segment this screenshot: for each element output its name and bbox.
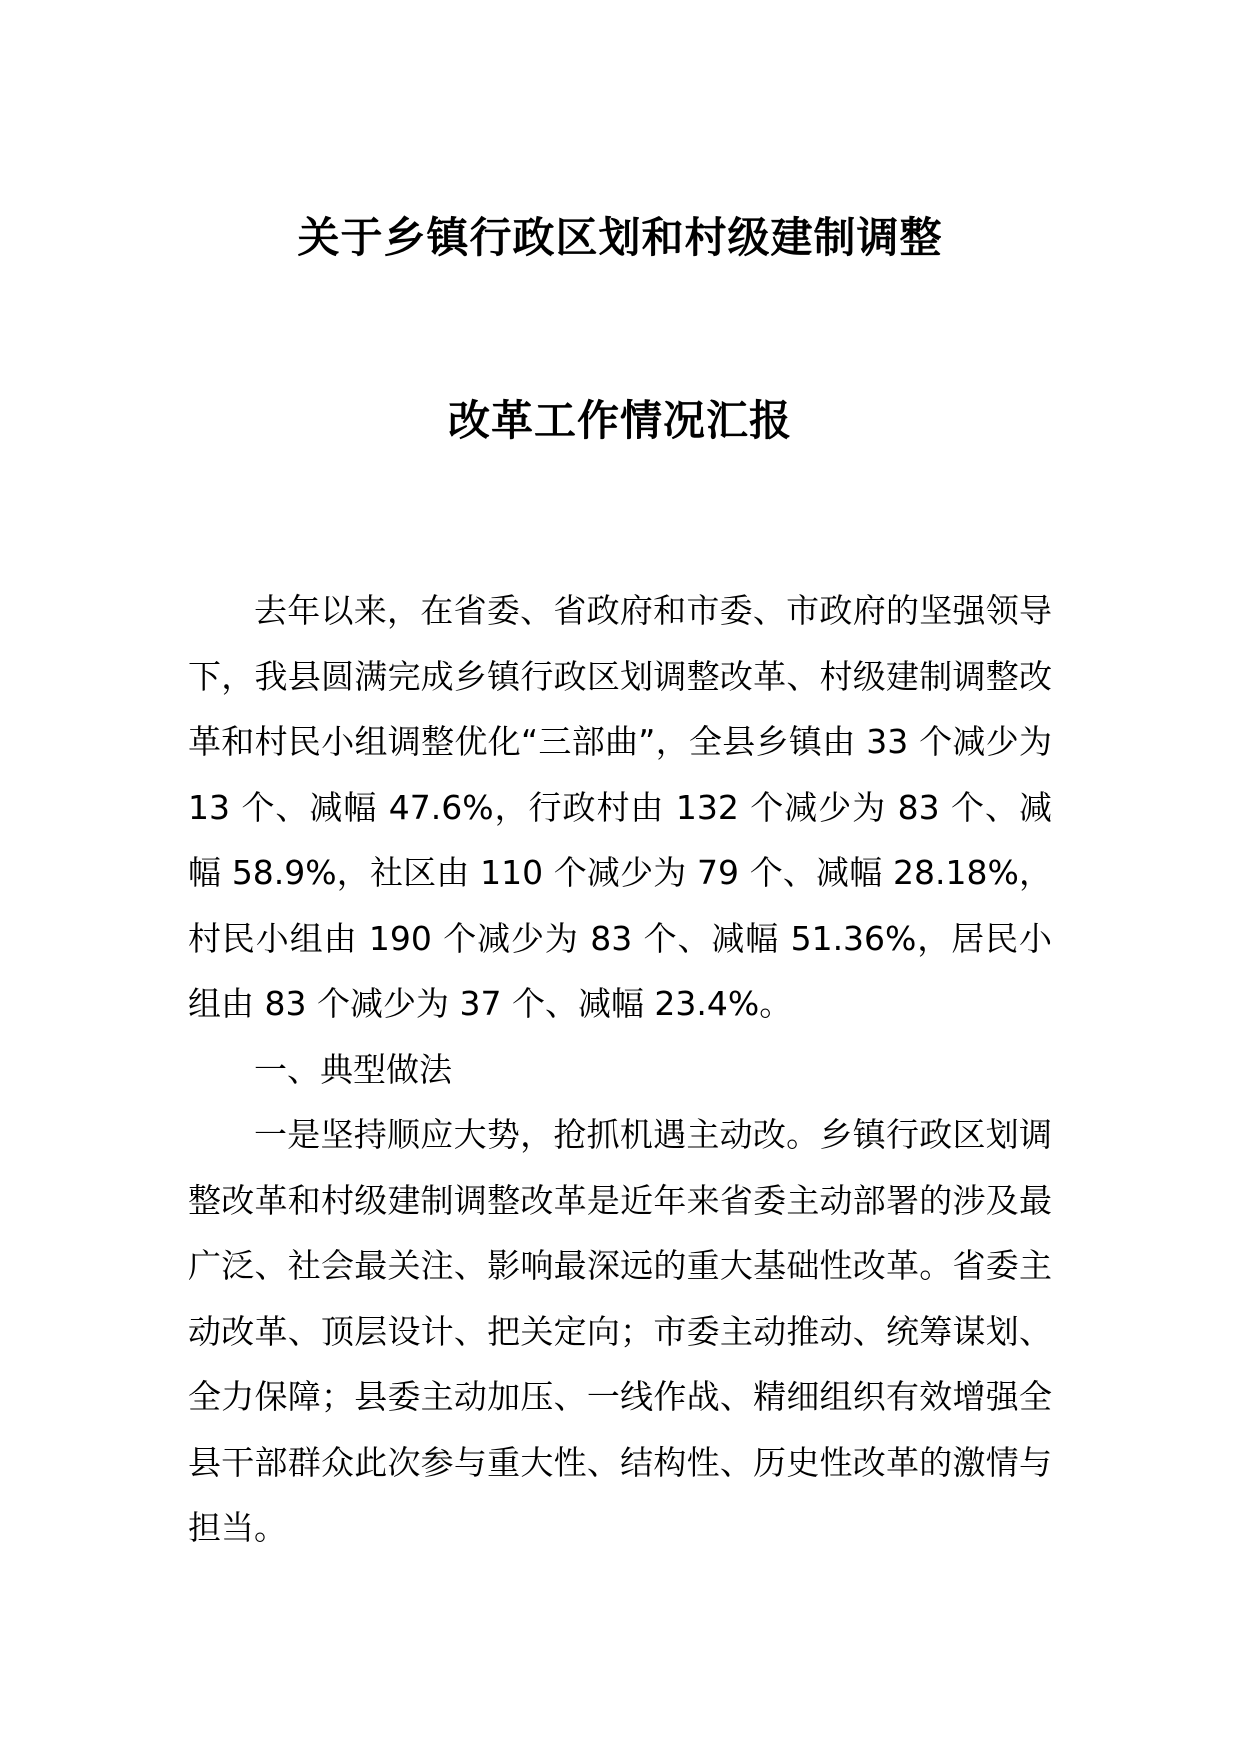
document-body (188, 578, 1052, 1561)
intro-paragraph: 去年以来，在省委、省政府和市委、市政府的坚强领导下，我县圆满完成乡镇行政区划调整改革、村级建制调整改革和村民小组调整优化“三部曲”，全县乡镇由 33 个减少为 13 个、减幅 47.6%，行政村由 132 个减少为 83 个、减幅 58.9%，社区由 110 个减少为 79 个、减幅 28.18%，村民小组由 190 个减少为 83 个、减幅 51.36%，居民小组由 83 个减少为 37 个、减幅 23.4%。 (188, 591, 1052, 1023)
section-heading: 一、典型做法 (254, 1049, 452, 1089)
practice-paragraph: 一是坚持顺应大势，抢抓机遇主动改。乡镇行政区划调整改革和村级建制调整改革是近年来省委主动部署的涉及最广泛、社会最关注、影响最深远的重大基础性改革。省委主动改革、顶层设计、把关定向；市委主动推动、统筹谋划、全力保障；县委主动加压、一线作战、精细组织有效增强全县干部群众此次参与重大性、结构性、历史性改革的激情与担当。 (188, 1115, 1052, 1547)
document-title-line-2: 改革工作情况汇报 (447, 396, 792, 445)
document-title-line-1: 关于乡镇行政区划和村级建制调整 (297, 213, 943, 262)
